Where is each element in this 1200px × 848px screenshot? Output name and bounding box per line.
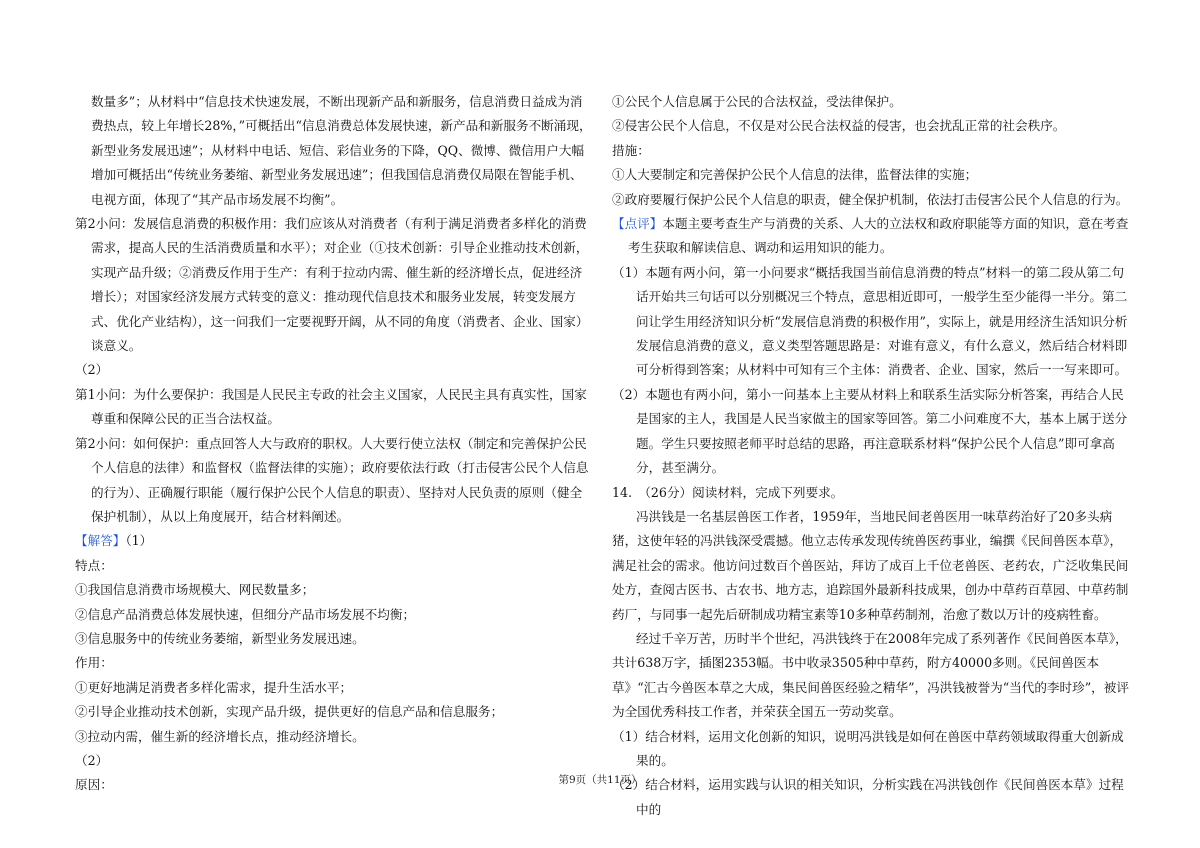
comment-paragraph bbox=[612, 212, 1132, 261]
answer-item: 原因： bbox=[75, 777, 113, 793]
comment-tag: 【点评】 bbox=[612, 216, 663, 232]
answer-item: ②侵害公民个人信息，不仅是对公民合法权益的侵害，也会扰乱正常的社会秩序。 bbox=[612, 118, 1066, 134]
answer-heading bbox=[75, 529, 593, 553]
answer-item: ①公民个人信息属于公民的合法权益，受法律保护。 bbox=[612, 94, 902, 109]
answer-item: ②政府要履行保护公民个人信息的职责，健全保护机制，依法打击侵害公民个人信息的行为。 bbox=[612, 191, 1129, 207]
answer-item: 特点： bbox=[75, 557, 113, 573]
answer-item: ①更好地满足消费者多样化需求，提升生活水平； bbox=[75, 679, 353, 695]
right-column bbox=[612, 90, 1132, 822]
answer-item: ③拉动内需，催生新的经济增长点，推动经济增长。 bbox=[75, 728, 365, 744]
answer-item: ①人大要制定和完善保护公民个人信息的法律，监督法律的实施； bbox=[612, 167, 978, 183]
answer-item: ①我国信息消费市场规模大、网民数量多； bbox=[75, 582, 315, 598]
answer-tag: 【解答】 bbox=[75, 533, 126, 549]
analysis-paragraph: 数量多”；从材料中“信息技术快速发展，不断出现新产品和新服务，信息消费日益成为消费热点，较上年增长28%，”可概括出“信息消费总体发展快速，新产品和新服务不断涌现，新型业务发展迅速”；从材料中电话、短信、彩信业务的下降，QQ、微博、微信用户大幅增加可概括出“传统业务萎缩、新型业务发展迅速”；但我国信息消费仅局限在智能手机、电视方面，体现了“其产品市场发展不均衡”。 bbox=[91, 94, 592, 207]
page-footer: 第9页（共11页） bbox=[558, 774, 642, 786]
question-14-header: 14. （26分）阅读材料，完成下列要求。 bbox=[612, 484, 844, 500]
answer-item: 作用： bbox=[75, 655, 113, 671]
comment-note: （1）本题有两小问，第一小问要求“概括我国当前信息消费的特点”材料一的第二段从第二句话开始共三句话可以分别概况三个特点，意思相近即可，一般学生至少能得一半分。第二问让学生用经济知识分析“发展信息消费的积极作用”，实际上，就是用经济生活知识分析发展信息消费的意义，意义类型答题思路是：对谁有意义，有什么意义，然后结合材料即可分析得到答案；从材料中可知有三个主体：消费者、企业、国家，然后一一写来即可。 bbox=[612, 264, 1128, 378]
question-14-material: 经过千辛万苦，历时半个世纪，冯洪钱终于在2008年完成了系列著作《民间兽医本草》，共计638万字，插图2353幅。书中收录3505种中草药，附方40000多则。《民间兽医本草》“汇古今兽医本草之大成，集民间兽医经验之精华”，冯洪钱被誉为“当代的李时珍”，被评为全国优秀科技工作者，并荣获全国五一劳动奖章。 bbox=[612, 630, 1129, 720]
analysis-paragraph: （2） bbox=[75, 362, 109, 378]
question-14-material: 冯洪钱是一名基层兽医工作者，1959年，当地民间老兽医用一味草药治好了20多头病猪，这使年轻的冯洪钱深受震撼。他立志传承发现传统兽医药事业，编撰《民间兽医本草》，满足社会的需求。他访问过数百个兽医站，拜访了成百上千位老兽医、老药农，广泛收集民间处方，查阅古医书、古农书、地方志，追踪国外最新科技成果，创办中草药百草园、中草药制药厂，与同事一起先后研制成功精宝素等10多种草药制剂，治愈了数以万计的疫病牲畜。 bbox=[612, 508, 1129, 622]
left-column bbox=[75, 90, 593, 798]
analysis-paragraph: 第2小问：发展信息消费的积极作用：我们应该从对消费者（有利于满足消费者多样化的消费需求，提高人民的生活消费质量和水平）；对企业（①技术创新：引导企业推动技术创新，实现产品升级；②消费反作用于生产：有利于拉动内需、催生新的经济增长点，促进经济增长）；对国家经济发展方式转变的意义：推动现代信息技术和服务业发展，转变发展方式、优化产业结构），这一问我们一定要视野开阔，从不同的角度（消费者、企业、国家）谈意义。 bbox=[75, 216, 589, 354]
answer-item: （2） bbox=[75, 752, 109, 768]
question-14-task: （1）结合材料，运用文化创新的知识，说明冯洪钱是如何在兽医中草药领域取得重大创新成果的。 bbox=[612, 728, 1124, 768]
answer-item: ②信息产品消费总体发展快速，但细分产品市场发展不均衡； bbox=[75, 606, 416, 622]
answer-item: ②引导企业推动技术创新，实现产品升级，提供更好的信息产品和信息服务； bbox=[75, 704, 504, 720]
analysis-paragraph: 第2小问：如何保护：重点回答人大与政府的职权。人大要行使立法权（制定和完善保护公民个人信息的法律）和监督权（监督法律的实施）；政府要依法行政（打击侵害公民个人信息的行为）、正确履行职能（履行保护公民个人信息的职责）、坚持对人民负责的原则（健全保护机制），从以上角度展开，结合材料阐述。 bbox=[75, 435, 589, 524]
comment-note: （2）本题也有两小问，第小一问基本上主要从材料上和联系生活实际分析答案，再结合人民是国家的主人，我国是人民当家做主的国家等回答。第二小问难度不大，基本上属于送分题。学生只要按照老师平时总结的思路，再注意联系材料“保护公民个人信息”即可拿高分，甚至满分。 bbox=[612, 386, 1128, 476]
answer-item: 措施： bbox=[612, 142, 650, 158]
answer-heading-rest: （1） bbox=[125, 533, 153, 549]
question-14-task: （2）结合材料，运用实践与认识的相关知识，分析实践在冯洪钱创作《民间兽医本草》过程中的 bbox=[612, 777, 1124, 817]
analysis-paragraph: 第1小问：为什么要保护：我国是人民民主专政的社会主义国家，人民民主具有真实性，国家尊重和保障公民的正当合法权益。 bbox=[75, 386, 587, 427]
comment-text: 本题主要考查生产与消费的关系、人大的立法权和政府职能等方面的知识，意在考查考生获取和解读信息、调动和运用知识的能力。 bbox=[628, 216, 1129, 256]
answer-item: ③信息服务中的传统业务萎缩，新型业务发展迅速。 bbox=[75, 630, 365, 646]
